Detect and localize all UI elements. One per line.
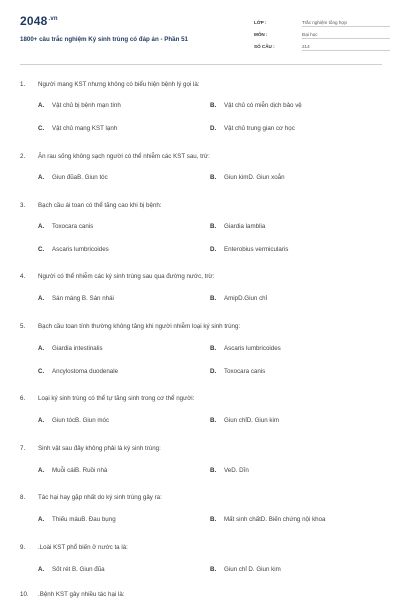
question-number: 8.: [20, 494, 26, 501]
answer-option[interactable]: [38, 345, 103, 352]
option-text: Giardia intestinalis: [52, 345, 103, 352]
answer-option[interactable]: [38, 246, 109, 253]
option-text: Ascaris lumbricoides: [224, 345, 281, 352]
logo-suffix: .vn: [48, 16, 58, 22]
question-text: Ăn rau sống không sạch người có thể nhiễm các KST sau, trừ:: [38, 153, 210, 160]
meta-label: LỚP :: [254, 20, 267, 25]
meta-value: Trắc nghiệm tổng hợp: [302, 20, 390, 27]
option-letter: D.: [210, 125, 217, 132]
answer-option[interactable]: [38, 174, 108, 181]
option-letter: C.: [38, 246, 45, 253]
option-text: Ancylostoma duodenale: [52, 368, 119, 375]
header-divider: [20, 64, 382, 65]
option-letter: D.: [210, 368, 217, 375]
answer-option[interactable]: [38, 102, 121, 109]
option-letter: B.: [210, 223, 217, 230]
option-letter: B.: [210, 174, 217, 181]
option-text: Giun kimD. Giun xoắn: [224, 174, 285, 181]
answer-option[interactable]: [38, 566, 105, 573]
option-text: AmipD.Giun chỉ: [224, 295, 267, 302]
option-letter: A.: [38, 295, 45, 302]
question-text: Sinh vật sau đây không phải là ký sinh trùng:: [38, 445, 161, 452]
document-header: [20, 14, 385, 60]
option-text: Vật chủ bị bệnh mạn tính: [52, 102, 121, 109]
option-letter: C.: [38, 125, 45, 132]
answer-option[interactable]: [210, 223, 265, 230]
meta-value: 214: [302, 44, 390, 51]
option-text: Toxocara canis: [52, 223, 94, 230]
option-letter: B.: [210, 417, 217, 424]
question-number: 7.: [20, 445, 26, 452]
answer-option[interactable]: [38, 467, 107, 474]
answer-option[interactable]: [210, 102, 302, 109]
answer-option[interactable]: [210, 417, 279, 424]
meta-row-class: [254, 18, 390, 30]
meta-row-count: [254, 42, 390, 54]
answer-option[interactable]: [210, 125, 295, 132]
option-text: Giardia lamblia: [224, 223, 266, 230]
answer-option[interactable]: [210, 566, 281, 573]
answer-option[interactable]: [38, 295, 114, 302]
option-text: Giun chỉ D. Giun kim: [224, 566, 281, 573]
option-letter: B.: [210, 467, 217, 474]
question-text: Tác hại hay gặp nhất do ký sinh trùng gây ra:: [38, 494, 162, 501]
option-text: Giun đũaB. Giun tóc: [52, 174, 108, 181]
answer-option[interactable]: [210, 467, 249, 474]
site-logo[interactable]: [20, 14, 58, 28]
option-text: Enterobius vermicularis: [224, 246, 289, 253]
option-letter: A.: [38, 417, 45, 424]
option-text: Toxocara canis: [224, 368, 266, 375]
answer-option[interactable]: [210, 295, 267, 302]
document-meta: [254, 18, 390, 54]
option-text: Thiếu máuB. Đau bụng: [52, 516, 116, 523]
option-letter: B.: [210, 102, 217, 109]
meta-label: SỐ CÂU :: [254, 44, 275, 49]
option-letter: C.: [38, 368, 45, 375]
meta-row-subject: [254, 30, 390, 42]
answer-option[interactable]: [210, 516, 325, 523]
question-number: 1.: [20, 81, 26, 88]
option-text: Mất sinh chấtD. Biến chứng nội khoa: [224, 516, 326, 523]
answer-option[interactable]: [210, 368, 265, 375]
question-number: 3.: [20, 202, 26, 209]
option-text: Vật chủ có miễn dịch bảo vệ: [224, 102, 302, 109]
option-text: VeD. Dĩn: [224, 467, 249, 474]
question-number: 10.: [20, 591, 29, 598]
question-number: 6.: [20, 395, 26, 402]
option-letter: D.: [210, 246, 217, 253]
option-text: Sốt rét B. Giun đũa: [52, 566, 105, 573]
option-text: Ascaris lumbricoides: [52, 246, 109, 253]
option-letter: A.: [38, 102, 45, 109]
question-text: Bạch cầu ái toan có thể tăng cao khi bị bệnh:: [38, 202, 162, 209]
question-number: 2.: [20, 153, 26, 160]
option-letter: A.: [38, 223, 45, 230]
question-text: Bạch cầu toan tính thường không tăng khi người nhiễm loại ký sinh trùng:: [38, 323, 241, 330]
option-text: Giun chỉD. Giun kim: [224, 417, 280, 424]
option-letter: B.: [210, 295, 217, 302]
option-letter: A.: [38, 516, 45, 523]
logo-text: 2048: [20, 14, 48, 28]
answer-option[interactable]: [210, 246, 288, 253]
question-text: Người mang KST nhưng không có biểu hiện bệnh lý gọi là:: [38, 81, 200, 88]
option-letter: B.: [210, 516, 217, 523]
meta-value: Đại học: [302, 32, 390, 39]
option-text: Vật chủ mang KST lạnh: [52, 125, 118, 132]
option-letter: A.: [38, 174, 45, 181]
question-number: 4.: [20, 273, 26, 280]
question-text: Người có thể nhiễm các ký sinh trùng sau qua đường nước, trừ:: [38, 273, 215, 280]
option-letter: A.: [38, 467, 45, 474]
option-letter: B.: [210, 345, 217, 352]
answer-option[interactable]: [38, 516, 116, 523]
option-text: Sán máng B. Sán nhái: [52, 295, 114, 302]
option-text: Vật chủ trung gian cơ học: [224, 125, 295, 132]
answer-option[interactable]: [38, 417, 109, 424]
answer-option[interactable]: [38, 368, 118, 375]
option-letter: B.: [210, 566, 217, 573]
option-text: Muỗi cáiB. Ruồi nhà: [52, 467, 108, 474]
question-number: 9.: [20, 544, 26, 551]
question-text: Loại ký sinh trùng có thể tự tăng sinh trong cơ thể người:: [38, 395, 195, 402]
answer-option[interactable]: [210, 174, 285, 181]
option-letter: A.: [38, 345, 45, 352]
option-text: Giun tócB. Giun móc: [52, 417, 110, 424]
answer-option[interactable]: [38, 223, 93, 230]
question-text: .Bệnh KST gây nhiều tác hại là:: [38, 591, 125, 598]
question-text: .Loài KST phổ biến ở nước ta là:: [38, 544, 128, 551]
option-letter: A.: [38, 566, 45, 573]
document-title: 1800+ câu trắc nghiệm Ký sinh trùng có đáp án - Phần 51: [20, 36, 188, 43]
answer-option[interactable]: [210, 345, 281, 352]
meta-label: MÔN :: [254, 32, 268, 37]
question-number: 5.: [20, 323, 26, 330]
answer-option[interactable]: [38, 125, 117, 132]
